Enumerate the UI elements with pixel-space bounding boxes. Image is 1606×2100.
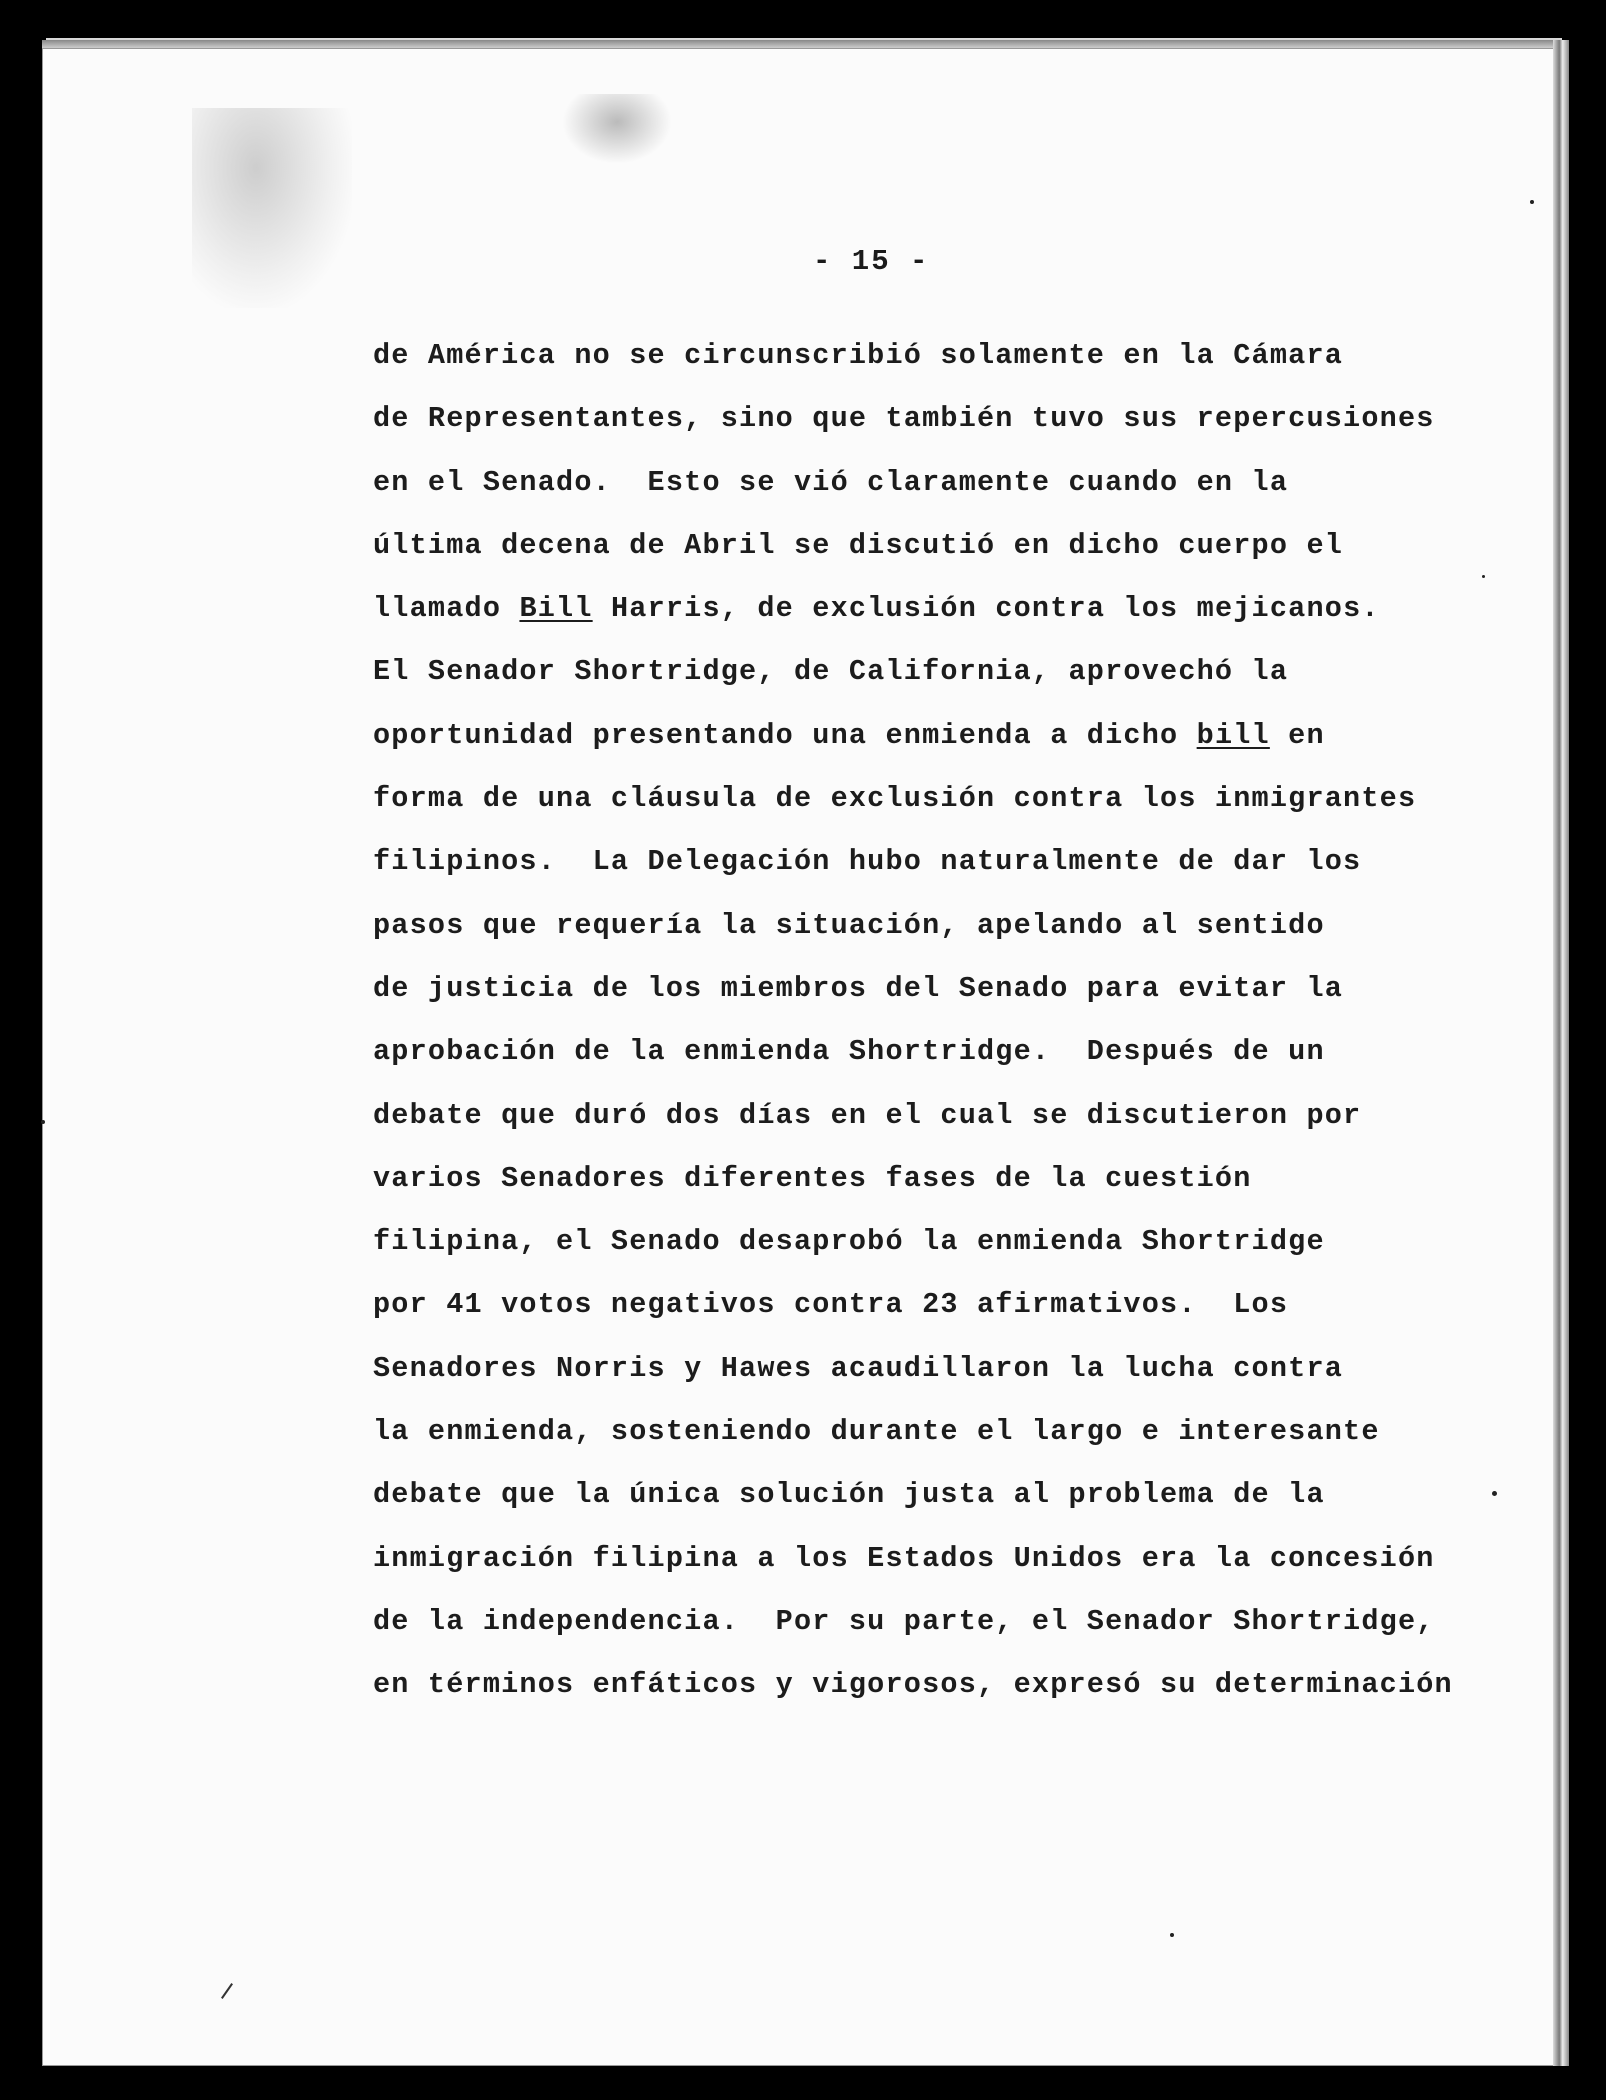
text-line (373, 1349, 1513, 1412)
text-segment: en el Senado. Esto se vió claramente cuando en la (373, 465, 1289, 499)
text-segment: de Representantes, sino que también tuvo sus repercusiones (373, 402, 1435, 436)
text-segment: varios Senadores diferentes fases de la cuestión (373, 1161, 1252, 1195)
text-line (373, 1222, 1513, 1285)
text-segment: pasos que requería la situación, apelando al sentido (373, 908, 1325, 942)
text-line (373, 1475, 1513, 1538)
text-segment: de América no se circunscribió solamente en la Cámara (373, 339, 1344, 372)
text-line (373, 969, 1513, 1032)
text-line (373, 336, 1513, 399)
text-segment: aprobación de la enmienda Shortridge. Después de un (373, 1035, 1325, 1069)
text-line (373, 1412, 1513, 1475)
text-segment: El Senador Shortridge, de California, aprovechó la (373, 655, 1289, 689)
text-line (373, 842, 1513, 905)
ink-smudge (192, 108, 352, 308)
text-line (373, 1096, 1513, 1159)
text-segment: inmigración filipina a los Estados Unidos era la concesión (373, 1541, 1435, 1575)
dust-speck (1482, 575, 1485, 578)
text-line (373, 779, 1513, 842)
text-segment: de justicia de los miembros del Senado para evitar la (373, 971, 1344, 1005)
page-right-edge (1553, 40, 1569, 2066)
text-line (373, 589, 1513, 652)
underlined-word: Bill (519, 592, 593, 626)
page-number: - 15 - (813, 245, 930, 278)
text-line (373, 652, 1513, 715)
text-line (373, 906, 1513, 969)
dust-speck (1492, 1491, 1497, 1496)
text-segment: Harris, de exclusión contra los mejicanos. (592, 592, 1380, 626)
dust-speck (1530, 200, 1534, 204)
text-line (373, 399, 1513, 462)
text-segment: la enmienda, sosteniendo durante el largo e interesante (373, 1415, 1380, 1449)
text-segment: en (1269, 718, 1325, 752)
text-line (373, 1285, 1513, 1348)
dust-speck (1170, 1933, 1174, 1937)
text-line (373, 526, 1513, 589)
text-line (373, 1032, 1513, 1095)
body-text (373, 336, 1513, 1729)
text-line (373, 1602, 1513, 1665)
text-segment: oportunidad presentando una enmienda a dicho (373, 718, 1197, 752)
underlined-word: bill (1196, 718, 1270, 752)
text-line (373, 1665, 1513, 1728)
text-segment: filipinos. La Delegación hubo naturalmente de dar los (373, 845, 1362, 879)
text-segment: Senadores Norris y Hawes acaudillaron la lucha contra (373, 1351, 1344, 1385)
text-line (373, 716, 1513, 779)
text-segment: debate que la única solución justa al problema de la (373, 1478, 1325, 1512)
text-line (373, 1539, 1513, 1602)
dust-speck (41, 1120, 45, 1124)
text-line (373, 1159, 1513, 1222)
text-segment: llamado (373, 592, 520, 626)
ink-smudge-top (562, 94, 672, 164)
text-segment: última decena de Abril se discutió en dicho cuerpo el (373, 528, 1344, 562)
text-segment: por 41 votos negativos contra 23 afirmativos. Los (373, 1288, 1289, 1322)
text-segment: en términos enfáticos y vigorosos, expresó su determinación (373, 1668, 1453, 1702)
text-segment: debate que duró dos días en el cual se discutieron por (373, 1098, 1362, 1132)
text-segment: forma de una cláusula de exclusión contra los inmigrantes (373, 782, 1417, 816)
text-segment: de la independencia. Por su parte, el Senador Shortridge, (373, 1604, 1435, 1638)
text-line (373, 463, 1513, 526)
text-segment: filipina, el Senado desaprobó la enmienda Shortridge (373, 1225, 1325, 1259)
